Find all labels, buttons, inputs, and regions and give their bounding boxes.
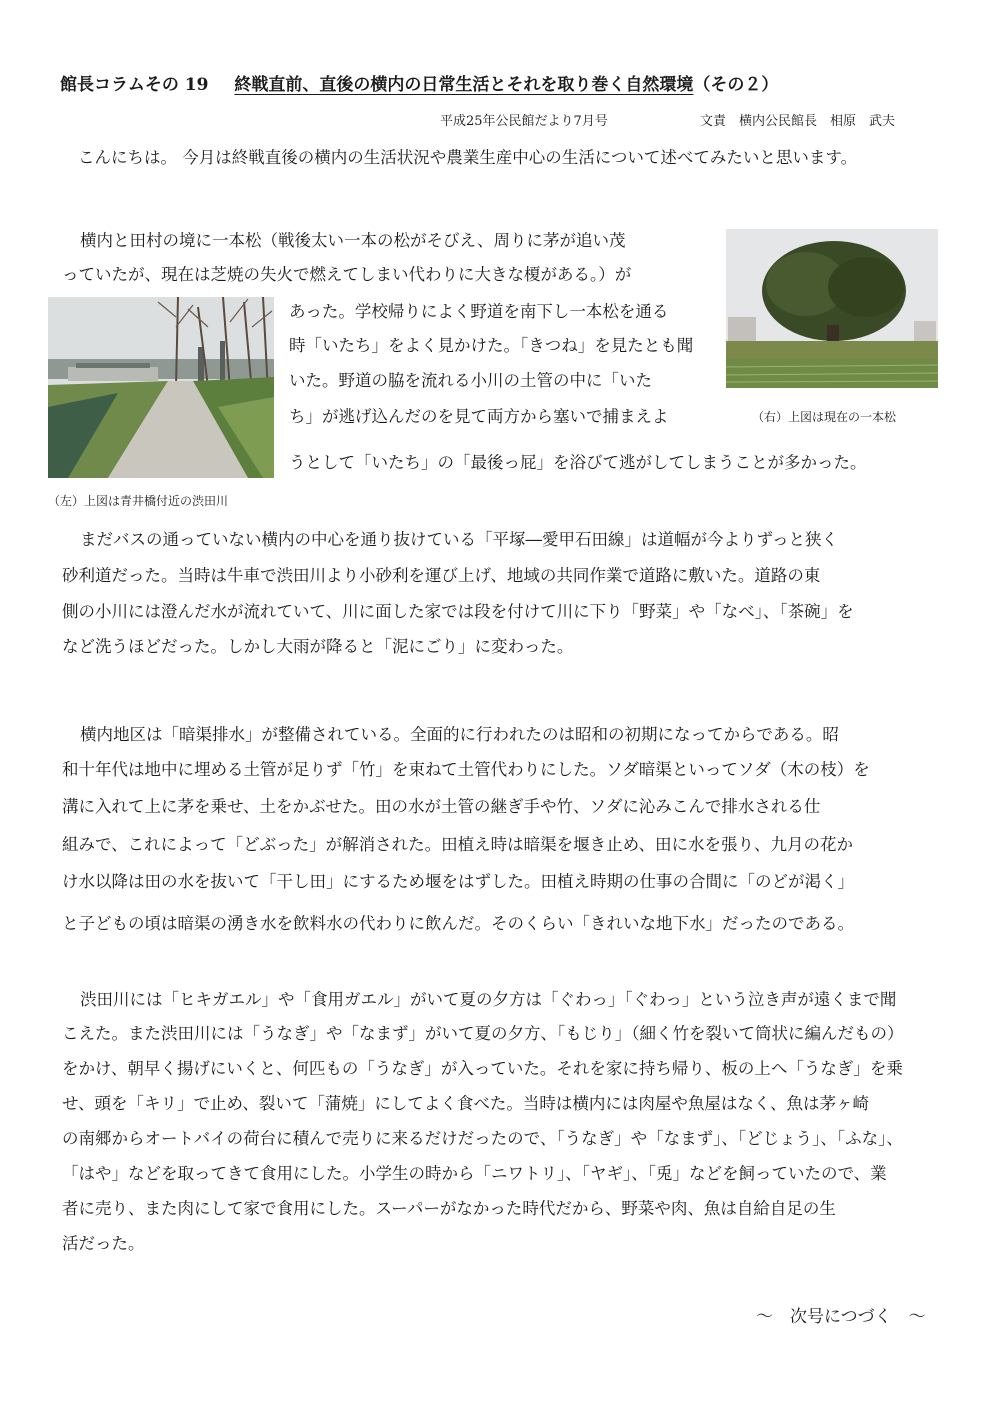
section4-line: の南郷からオートバイの荷台に積んで売りに来るだけだったので、「うなぎ」や「なまず」、「どじょう」、「ふな」、 bbox=[62, 1129, 903, 1148]
section4-line: せ、頭を「キリ」で止め、裂いて「蒲焼」にしてよく食べた。当時は横内には肉屋や魚屋はなく、魚は茅ヶ崎 bbox=[62, 1094, 870, 1113]
section3-line: け水以降は田の水を抜いて「干し田」にするため堰をはずした。田植え時期の仕事の合間に「のどが渇く」 bbox=[62, 872, 854, 891]
section2-line: 砂利道だった。当時は牛車で渋田川より小砂利を運び上げ、地域の共同作業で道路に敷いた。道路の東 bbox=[62, 566, 821, 585]
section3-line: 溝に入れて上に茅を乗せ、土をかぶせた。田の水が土管の継ぎ手や竹、ソダに沁みこんで排水される仕 bbox=[62, 797, 821, 816]
section4-line: 「はや」などを取ってきて食用にした。小学生の時から「ニワトリ」、「ヤギ」、「兎」などを飼っていたので、業 bbox=[62, 1164, 887, 1183]
section3-line: 組みで、これによって「どぶった」が解消された。田植え時は暗渠を堰き止め、田に水を張り、九月の花か bbox=[62, 835, 854, 854]
section3-line: 和十年代は地中に埋める土管が足りず「竹」を束ねて土管代わりにした。ソダ暗渠といってソダ（木の枝）を bbox=[62, 760, 870, 779]
column-header bbox=[60, 70, 940, 95]
column-subtitle: （その２） bbox=[693, 75, 779, 95]
section2-line: まだバスの通っていない横内の中心を通り抜けている「平塚―愛甲石田線」は道幅が今よりずっと狭く bbox=[80, 530, 839, 549]
section3-line: と子どもの頃は暗渠の湧き水を飲料水の代わりに飲んだ。そのくらい「きれいな地下水」だったのである。 bbox=[62, 914, 854, 933]
to-be-continued: ～ 次号につづく ～ bbox=[756, 1307, 926, 1327]
section2-line: 側の小川には澄んだ水が流れていて、川に面した家では段を付けて川に下り「野菜」や「なべ」、「茶碗」を bbox=[62, 602, 854, 621]
tree-photo bbox=[726, 229, 938, 388]
column-number: 館長コラムその 19 bbox=[60, 75, 209, 95]
section1-line: あった。学校帰りによく野道を南下し一本松を通る bbox=[289, 302, 669, 321]
issue-label: 平成25年公民館だより7月号 bbox=[440, 114, 608, 129]
section1-line: 時「いたち」をよく見かけた。「きつね」を見たとも聞 bbox=[289, 336, 694, 355]
column-title: 終戦直前、直後の横内の日常生活とそれを取り巻く自然環境 bbox=[234, 75, 694, 95]
intro-paragraph: こんにちは。 今月は終戦直後の横内の生活状況や農業生産中心の生活について述べてみたいと思います。 bbox=[78, 148, 858, 167]
section4-line: 活だった。 bbox=[62, 1234, 145, 1253]
right-photo-caption: （右）上図は現在の一本松 bbox=[752, 410, 897, 424]
section4-line: 渋田川には「ヒキガエル」や「食用ガエル」がいて夏の夕方は「ぐわっ」「ぐわっ」という泣き声が遠くまで聞 bbox=[80, 990, 897, 1009]
section4-line: をかけ、朝早く揚げにいくと、何匹もの「うなぎ」が入っていた。それを家に持ち帰り、板の上へ「うなぎ」を乗 bbox=[62, 1059, 903, 1078]
left-photo-caption: （左）上図は青井橋付近の渋田川 bbox=[48, 494, 229, 508]
river-photo bbox=[48, 297, 274, 478]
section4-line: こえた。また渋田川には「うなぎ」や「なまず」がいて夏の夕方、「もじり」（細く竹を裂いて筒状に編んだもの） bbox=[62, 1024, 904, 1043]
section4-line: 者に売り、また肉にして家で食用にした。スーパーがなかった時代だから、野菜や肉、魚は自給自足の生 bbox=[62, 1199, 836, 1218]
section2-line: など洗うほどだった。しかし大雨が降ると「泥にごり」に変わった。 bbox=[62, 637, 574, 656]
section1-line: いた。野道の脇を流れる小川の土管の中に「いた bbox=[289, 371, 652, 390]
section1-line: ち」が逃げ込んだのを見て両方から塞いで捕まえよ bbox=[289, 407, 669, 426]
section1-line: うとして「いたち」の「最後っ屁」を浴びて逃がしてしまうことが多かった。 bbox=[289, 453, 867, 472]
section3-line: 横内地区は「暗渠排水」が整備されている。全面的に行われたのは昭和の初期になってからである。昭 bbox=[80, 725, 839, 744]
section1-line: っていたが、現在は芝焼の失火で燃えてしまい代わりに大きな榎がある。）が bbox=[62, 265, 632, 284]
section1-line: 横内と田村の境に一本松（戦後太い一本の松がそびえ、周りに茅が追い茂 bbox=[80, 231, 626, 250]
author-label: 文責 横内公民館長 相原 武夫 bbox=[700, 114, 896, 129]
